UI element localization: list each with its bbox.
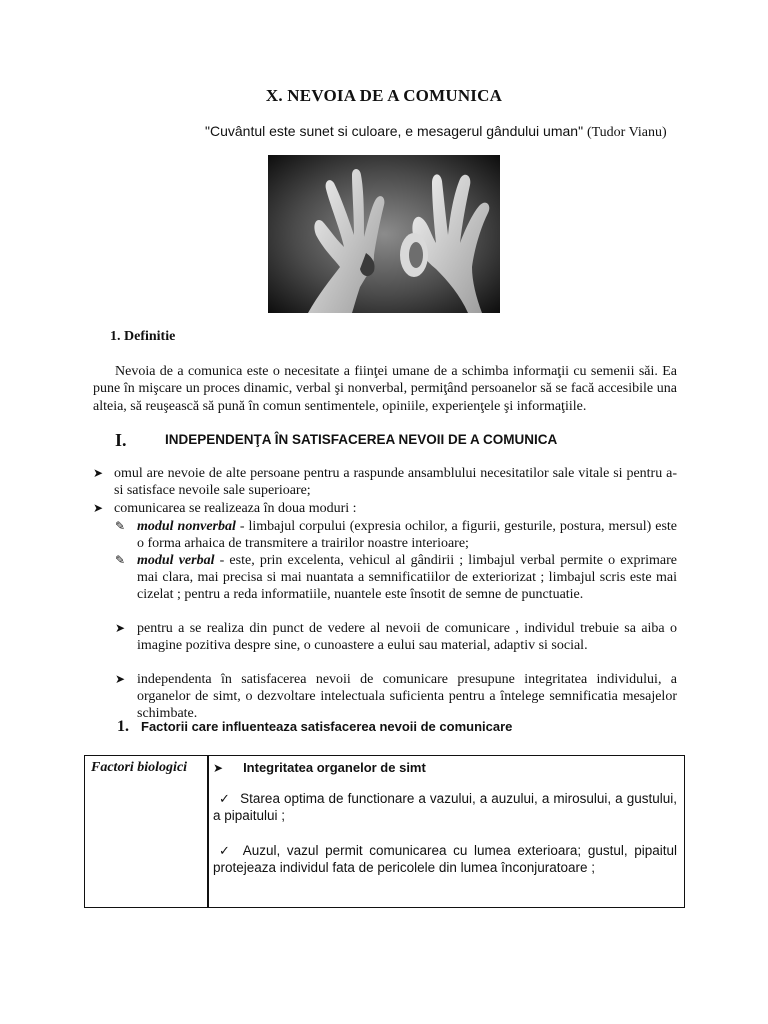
arrow-bullet-icon: ➤: [115, 672, 126, 686]
checkmark-icon: ✓: [219, 791, 231, 806]
factors-table: [84, 755, 685, 908]
factors-heading: [117, 718, 512, 736]
section-number: I.: [115, 430, 127, 450]
table-item-text: Starea optima de functionare a vazului, a auzului, a mirosului, a gustului, a pipaitului ;: [213, 791, 677, 823]
list-item: [115, 518, 677, 554]
bullet-text: pentru a se realiza din punct de vedere al nevoii de comunicare , individul trebuie sa aiba o imagine pozitiva despre sine, o cunoastere a eului sau material, adaptiv si social.: [137, 621, 677, 654]
table-list-item: [213, 790, 677, 824]
verbal-text: - este, prin excelenta, vehicul al gândirii ; limbajul verbal permite o exprimare mai clara, mai precisa si mai nuantata a semnificatiilor de exteriorizat ; limbajul scris este mai cizelat ; pentru a reda informatiile, nuantele este însotit de semne de punctuatie.: [137, 553, 678, 603]
verbal-item-text: [137, 552, 677, 604]
page-title: X. NEVOIA DE A COMUNICA: [265, 86, 503, 105]
verbal-label: modul verbal: [137, 553, 215, 568]
nonverbal-label: modul nonverbal: [137, 519, 236, 534]
table-left-cell: Factori biologici: [91, 760, 188, 775]
arrow-bullet-icon: ➤: [93, 466, 104, 480]
right-cell-heading: [213, 760, 426, 775]
table-divider: [207, 756, 209, 907]
list-item: [93, 500, 677, 518]
arrow-bullet-icon: ➤: [93, 501, 104, 515]
bullet-text: comunicarea se realizeaza în doua moduri :: [114, 501, 357, 516]
quote-text: "Cuvântul este sunet si culoare, e mesagerul gândului uman": [205, 123, 584, 139]
left-hand-shape: [308, 169, 384, 313]
nonverbal-item-text: [137, 518, 677, 552]
hands-illustration: [268, 155, 500, 313]
quote-author: (Tudor Vianu): [586, 125, 667, 140]
nonverbal-text: - limbajul corpului (expresia ochilor, a figurii, gesturile, postura, mersul) este o forma arhaica de transmitere a trairilor noastre interioare;: [137, 519, 677, 552]
definition-heading: 1. Definitie: [110, 329, 176, 344]
table-item-text: Auzul, vazul permit comunicarea cu lumea exterioara; gustul, pipaitul protejeaza individul fata de pericolele din lumea înconjuratoare ;: [213, 843, 677, 875]
list-item: [93, 465, 677, 501]
arrow-bullet-icon: ➤: [115, 621, 126, 635]
list-item: [115, 620, 677, 672]
arrow-bullet-icon: ➤: [213, 761, 224, 775]
list-item: [115, 671, 677, 723]
right-hand-shape: [400, 174, 489, 313]
pen-bullet-icon: ✎: [115, 519, 126, 533]
checkmark-icon: ✓: [219, 843, 233, 858]
pen-bullet-icon: ✎: [115, 553, 126, 567]
table-list-item: [213, 842, 677, 876]
bullet-text: independenta în satisfacerea nevoii de comunicare presupune integritatea individului, a organelor de simt, o dezvoltare intelectuala suficienta pentru a întelege semnificatia mesajelor schimbate.: [137, 672, 677, 722]
bullet-text: omul are nevoie de alte persoane pentru a raspunde ansamblului necesitatilor sale vitale si pentru a-si satisface nevoile sale superioare;: [114, 466, 677, 499]
right-heading-text: Integritatea organelor de simt: [243, 760, 426, 775]
section-title: INDEPENDENŢA ÎN SATISFACEREA NEVOII DE A COMUNICA: [165, 432, 558, 447]
two-hands-talking-image: [268, 155, 500, 313]
epigraph-quote: [205, 123, 685, 141]
definition-paragraph: Nevoia de a comunica este o necesitate a fiinţei umane de a schimba informaţii cu semenii săi. Ea pune în mişcare un proces dinamic, verbal şi nonverbal, permiţând persoanelor să se facă accesibile una alteia, să reuşească să pună în comun sentimentele, opiniile, experienţele şi informaţiile.: [93, 364, 677, 414]
factors-title: Factorii care influenteaza satisfacerea nevoii de comunicare: [141, 719, 513, 734]
list-item: [115, 552, 677, 622]
factors-number: 1.: [117, 718, 129, 735]
